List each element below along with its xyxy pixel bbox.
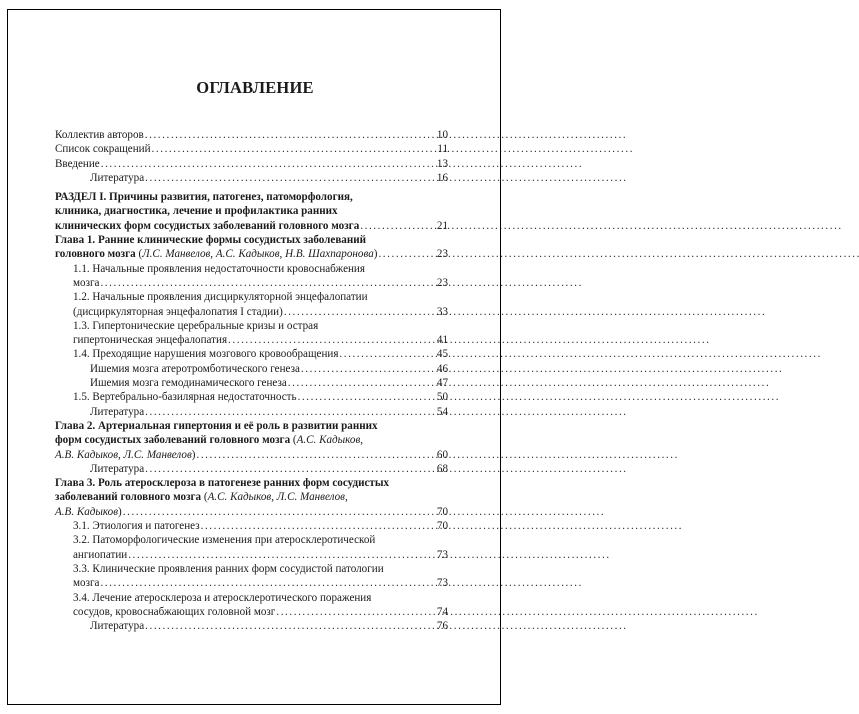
toc-entry-3-3[interactable]: 3.3. Клинические проявления ранних форм сосудистой патологии мозга . . . 73 xyxy=(55,562,448,591)
toc-entry-section-1[interactable]: РАЗДЕЛ I. Причины развития, патогенез, патоморфология, клиника, диагностика, лечение и профилактика ранних клинических форм сосудистых заболеваний головного мозга . . . 21 xyxy=(55,190,448,233)
toc-entry-chapter-1[interactable]: Глава 1. Ранние клинические формы сосудистых заболеваний головного мозга (Л.С. Манвелов, А.С. Кадыков, Н.В. Шахпаронова) . . . 23 xyxy=(55,233,448,262)
toc-entry-1-2[interactable]: 1.2. Начальные проявления дисциркуляторной энцефалопатии (дисциркуляторная энцефалопатия I стадии) . . . 33 xyxy=(55,290,448,319)
toc-entry-3-1[interactable]: 3.1. Этиология и патогенез . . . 70 xyxy=(55,519,448,533)
toc-entry-introduction-literature[interactable]: Литература . . . 16 xyxy=(55,171,448,185)
toc-entry-abbreviations[interactable]: Список сокращений . . . 11 xyxy=(55,142,448,156)
toc-entry-1-1[interactable]: 1.1. Начальные проявления недостаточности кровоснабжения мозга . . . 23 xyxy=(55,262,448,291)
toc-entry-introduction[interactable]: Введение . . . 13 xyxy=(55,157,448,171)
toc-entry-chapter-1-literature[interactable]: Литература . . . 54 xyxy=(55,405,448,419)
toc-entry-chapter-2-literature[interactable]: Литература . . . 68 xyxy=(55,462,448,476)
toc-entry-chapter-3[interactable]: Глава 3. Роль атеросклероза в патогенезе ранних форм сосудистых заболеваний головного мозга (А.С. Кадыков, Л.С. Манвелов, А.В. Кадыков) . . . 70 xyxy=(55,476,448,519)
toc-entry-1-4[interactable]: 1.4. Преходящие нарушения мозгового кровообращения . . . 45 xyxy=(55,347,448,361)
toc-entry-3-4[interactable]: 3.4. Лечение атеросклероза и атеросклеротического поражения сосудов, кровоснабжающих головной мозг . . . 74 xyxy=(55,591,448,620)
page-title: ОГЛАВЛЕНИЕ xyxy=(196,78,314,97)
toc-entry-chapter-3-literature[interactable]: Литература . . . 76 xyxy=(55,619,448,633)
toc-entry-1-4-atherothrombotic[interactable]: Ишемия мозга атеротромботического генеза . . . 46 xyxy=(55,362,448,376)
toc-entry-1-4-hemodynamic[interactable]: Ишемия мозга гемодинамического генеза . . . 47 xyxy=(55,376,448,390)
toc-entry-3-2[interactable]: 3.2. Патоморфологические изменения при атеросклеротической ангиопатии . . . 73 xyxy=(55,533,448,562)
toc-entry-chapter-2[interactable]: Глава 2. Артериальная гипертония и её роль в развитии ранних форм сосудистых заболеваний головного мозга (А.С. Кадыков, А.В. Кадыков, Л.С. Манвелов) . . . 60 xyxy=(55,419,448,462)
toc-entry-1-5[interactable]: 1.5. Вертебрально-базилярная недостаточность . . . 50 xyxy=(55,390,448,404)
table-of-contents xyxy=(55,128,448,633)
toc-entry-authors[interactable]: Коллектив авторов . . . 10 xyxy=(55,128,448,142)
toc-entry-1-3[interactable]: 1.3. Гипертонические церебральные кризы и острая гипертоническая энцефалопатия . . . 41 xyxy=(55,319,448,348)
